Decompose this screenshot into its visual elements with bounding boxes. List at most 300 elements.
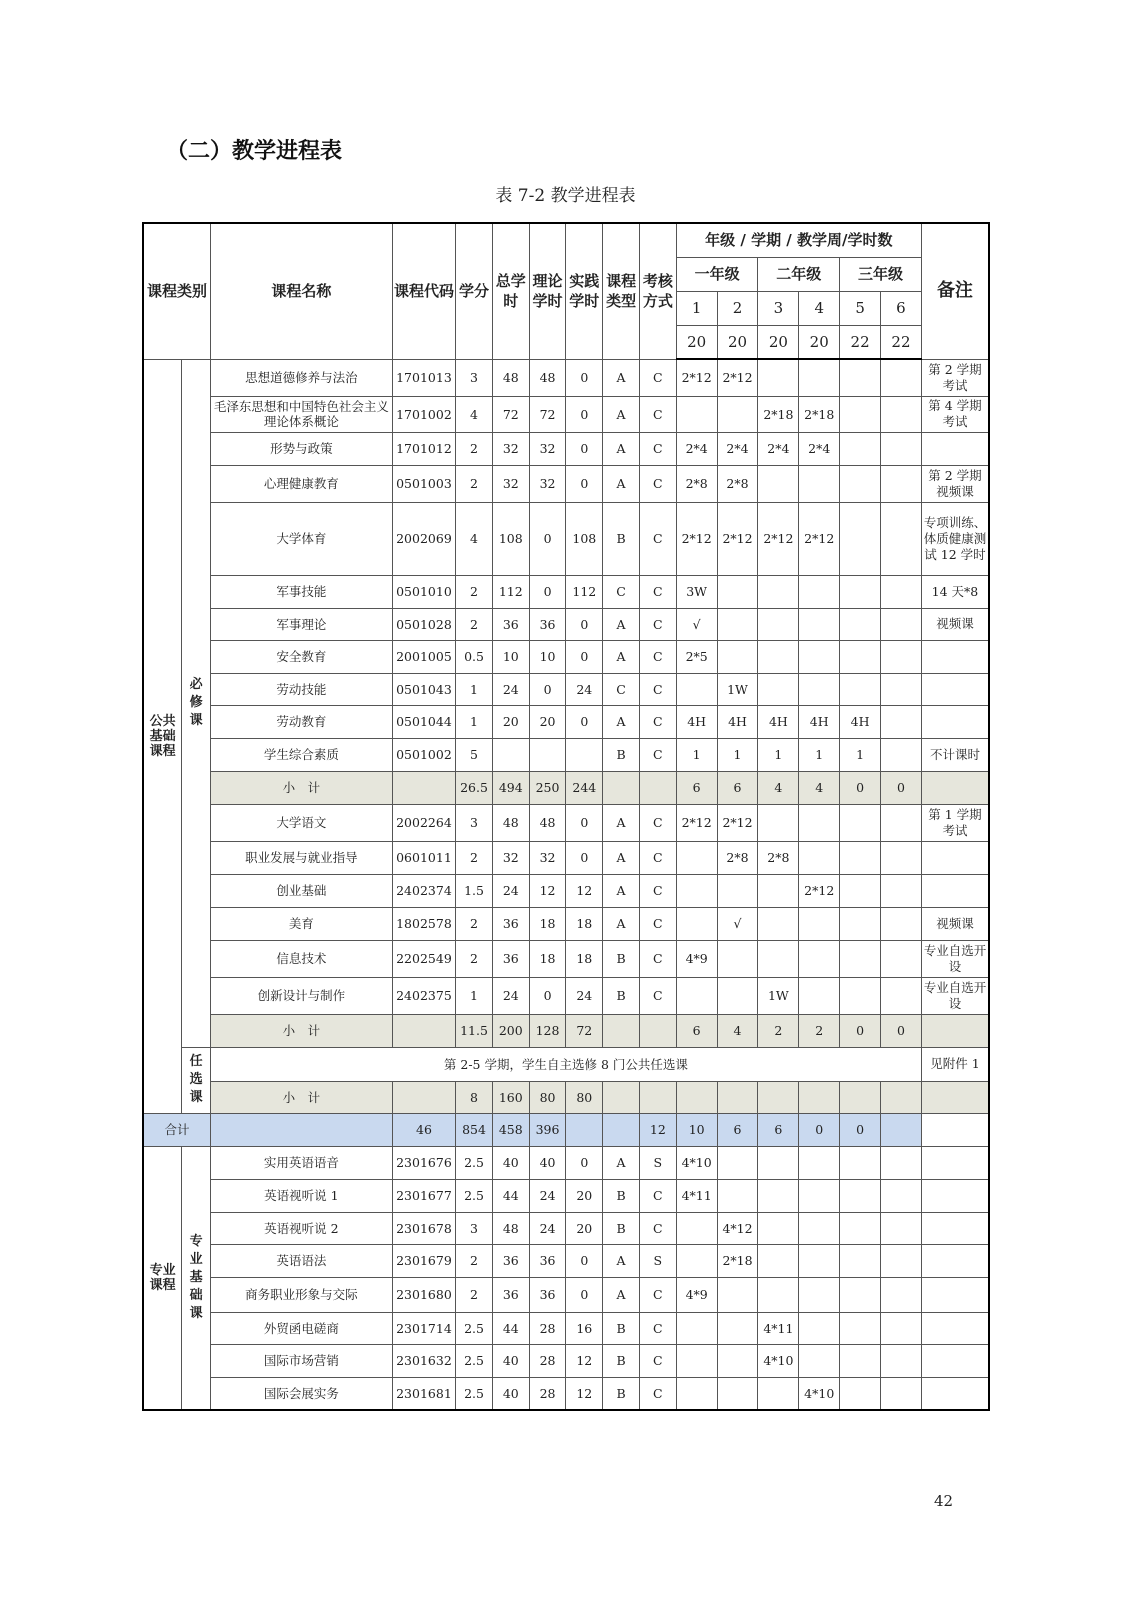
course-exam: C: [639, 1277, 676, 1312]
semester-hours: [840, 1212, 881, 1244]
course-type: B: [603, 1377, 640, 1410]
course-type: A: [603, 396, 640, 432]
semester-hours: 2*5: [676, 640, 717, 673]
semester-hours: [881, 1179, 922, 1212]
course-theory-hours: 24: [529, 1212, 566, 1244]
section-heading: （二）教学进程表: [166, 139, 343, 164]
course-total-hours: 36: [492, 608, 529, 640]
semester-hours: [799, 977, 840, 1014]
total-type-empty: [566, 1113, 603, 1146]
semester-hours: [881, 874, 922, 907]
header-theory-hours: 理论学时: [529, 223, 566, 359]
semester-hours: [881, 575, 922, 608]
total-practice-hours: 396: [529, 1113, 566, 1146]
course-name: 英语视听说 2: [210, 1212, 392, 1244]
semester-hours: 2*18: [717, 1244, 758, 1277]
course-name: 学生综合素质: [210, 738, 392, 771]
semester-hours: [758, 1212, 799, 1244]
semester-hours: 2*8: [676, 465, 717, 502]
semester-hours: [758, 1146, 799, 1179]
course-exam: C: [639, 432, 676, 465]
course-exam: C: [639, 940, 676, 977]
course-code: 2202549: [392, 940, 455, 977]
course-credit: 3: [456, 1212, 493, 1244]
header-semester: 4: [799, 291, 840, 325]
course-practice-hours: 108: [566, 502, 603, 575]
course-practice-hours: 20: [566, 1212, 603, 1244]
course-note: 视频课: [921, 907, 989, 940]
semester-hours: 2*4: [717, 432, 758, 465]
course-name: 劳动技能: [210, 673, 392, 705]
table-row: [143, 396, 989, 432]
header-weeks: 22: [840, 325, 881, 359]
course-note: [921, 640, 989, 673]
subtotal-semester: [799, 1081, 840, 1113]
course-type: C: [603, 575, 640, 608]
subtotal-note-empty: [921, 1081, 989, 1113]
course-theory-hours: 32: [529, 841, 566, 874]
course-exam: C: [639, 738, 676, 771]
semester-hours: [881, 396, 922, 432]
semester-hours: [799, 907, 840, 940]
elective-description: 第 2-5 学期，学生自主选修 8 门公共任选课: [210, 1047, 921, 1081]
course-note: [921, 1244, 989, 1277]
semester-hours: [881, 465, 922, 502]
semester-hours: [799, 575, 840, 608]
table-row: [143, 502, 989, 575]
course-credit: 4: [456, 502, 493, 575]
course-exam: C: [639, 874, 676, 907]
course-note: [921, 874, 989, 907]
course-code: 2002264: [392, 804, 455, 841]
semester-hours: 3W: [676, 575, 717, 608]
course-type: A: [603, 1244, 640, 1277]
course-theory-hours: 18: [529, 907, 566, 940]
semester-hours: [717, 640, 758, 673]
course-name: 军事技能: [210, 575, 392, 608]
semester-hours: [676, 1377, 717, 1410]
course-note: [921, 1377, 989, 1410]
course-practice-hours: 0: [566, 396, 603, 432]
course-total-hours: 36: [492, 1244, 529, 1277]
course-credit: 3: [456, 359, 493, 396]
semester-hours: [758, 874, 799, 907]
course-type: A: [603, 465, 640, 502]
total-note-empty: [881, 1113, 922, 1146]
subtotal-semester: 0: [881, 771, 922, 804]
semester-hours: [881, 1344, 922, 1377]
semester-hours: [758, 1377, 799, 1410]
category-major-text: 专业 课程: [149, 1262, 176, 1293]
course-practice-hours: 0: [566, 640, 603, 673]
header-semester: 3: [758, 291, 799, 325]
course-type: A: [603, 841, 640, 874]
subtotal-semester: [840, 1081, 881, 1113]
semester-hours: [799, 841, 840, 874]
course-practice-hours: 0: [566, 705, 603, 738]
course-practice-hours: 0: [566, 432, 603, 465]
semester-hours: [717, 1377, 758, 1410]
semester-hours: [840, 1277, 881, 1312]
course-code: 2301681: [392, 1377, 455, 1410]
semester-hours: [881, 1244, 922, 1277]
course-credit: 1.5: [456, 874, 493, 907]
course-type: C: [603, 673, 640, 705]
course-code: 2301678: [392, 1212, 455, 1244]
total-semester: 0: [799, 1113, 840, 1146]
course-theory-hours: 32: [529, 432, 566, 465]
semester-hours: 2*12: [717, 359, 758, 396]
semester-hours: [758, 1244, 799, 1277]
semester-hours: 4*12: [717, 1212, 758, 1244]
semester-hours: 4*9: [676, 940, 717, 977]
course-practice-hours: 112: [566, 575, 603, 608]
semester-hours: [758, 608, 799, 640]
subtotal-type-empty: [603, 1081, 640, 1113]
semester-hours: [840, 465, 881, 502]
semester-hours: [758, 804, 799, 841]
course-name: 美育: [210, 907, 392, 940]
subtotal-practice-hours: 244: [566, 771, 603, 804]
course-credit: 2.5: [456, 1377, 493, 1410]
semester-hours: 4H: [758, 705, 799, 738]
course-type: B: [603, 977, 640, 1014]
course-note: 专项训练、体质健康测试 12 学时: [921, 502, 989, 575]
course-note: [921, 1146, 989, 1179]
semester-hours: [840, 673, 881, 705]
course-practice-hours: 18: [566, 907, 603, 940]
subtotal-code-empty: [392, 1081, 455, 1113]
semester-hours: [799, 804, 840, 841]
semester-hours: [799, 1344, 840, 1377]
semester-hours: [717, 977, 758, 1014]
semester-hours: [881, 841, 922, 874]
course-exam: C: [639, 977, 676, 1014]
table-row: [143, 1146, 989, 1179]
course-theory-hours: 48: [529, 804, 566, 841]
semester-hours: [881, 1312, 922, 1344]
semester-hours: [799, 608, 840, 640]
table-row: [143, 940, 989, 977]
table-row: [143, 738, 989, 771]
subtotal-semester: 6: [676, 1014, 717, 1047]
elective-note: 见附件 1: [921, 1047, 989, 1081]
semester-hours: 1W: [717, 673, 758, 705]
semester-hours: 2*12: [717, 502, 758, 575]
course-code: 2301676: [392, 1146, 455, 1179]
course-total-hours: 24: [492, 874, 529, 907]
course-practice-hours: 20: [566, 1179, 603, 1212]
course-credit: 1: [456, 705, 493, 738]
table-body: [143, 359, 989, 1410]
semester-hours: 4H: [840, 705, 881, 738]
semester-hours: [676, 841, 717, 874]
header-weeks: 20: [799, 325, 840, 359]
category-major-basic-text: 专 业 基 础 课: [189, 1233, 203, 1321]
course-theory-hours: 72: [529, 396, 566, 432]
subtotal-exam-empty: [639, 771, 676, 804]
course-code: 2002069: [392, 502, 455, 575]
semester-hours: 4H: [717, 705, 758, 738]
table-row: [143, 575, 989, 608]
category-required-text: 必 修 课: [189, 677, 203, 728]
semester-hours: [840, 432, 881, 465]
semester-hours: [758, 1277, 799, 1312]
semester-hours: [840, 640, 881, 673]
course-theory-hours: 0: [529, 977, 566, 1014]
course-theory-hours: 10: [529, 640, 566, 673]
course-exam: C: [639, 841, 676, 874]
subtotal-semester: 0: [881, 1014, 922, 1047]
header-semester: 1: [676, 291, 717, 325]
total-theory-hours: 458: [492, 1113, 529, 1146]
semester-hours: [881, 359, 922, 396]
course-name: 创新设计与制作: [210, 977, 392, 1014]
semester-hours: [840, 608, 881, 640]
course-practice-hours: 0: [566, 841, 603, 874]
header-type: 课程类型: [603, 223, 640, 359]
course-theory-hours: [529, 738, 566, 771]
course-credit: 3: [456, 804, 493, 841]
course-note: [921, 673, 989, 705]
semester-hours: [717, 1312, 758, 1344]
course-theory-hours: 28: [529, 1312, 566, 1344]
semester-hours: 4*10: [799, 1377, 840, 1410]
total-semester: 6: [758, 1113, 799, 1146]
course-code: 2301632: [392, 1344, 455, 1377]
subtotal-semester: [758, 1081, 799, 1113]
course-theory-hours: 0: [529, 673, 566, 705]
course-code: 1802578: [392, 907, 455, 940]
table-caption: 表 7-2 教学进程表: [495, 186, 636, 206]
course-credit: 2: [456, 432, 493, 465]
course-type: A: [603, 907, 640, 940]
course-type: B: [603, 502, 640, 575]
course-total-hours: 48: [492, 804, 529, 841]
table-row: [143, 1212, 989, 1244]
course-exam: S: [639, 1146, 676, 1179]
header-code: 课程代码: [392, 223, 455, 359]
course-practice-hours: 0: [566, 608, 603, 640]
course-name: 安全教育: [210, 640, 392, 673]
semester-hours: 2*12: [676, 804, 717, 841]
course-code: 2402375: [392, 977, 455, 1014]
table-row: [143, 1344, 989, 1377]
course-practice-hours: 0: [566, 359, 603, 396]
course-credit: 1: [456, 673, 493, 705]
course-name: 毛泽东思想和中国特色社会主义理论体系概论: [210, 396, 392, 432]
course-name: 外贸函电磋商: [210, 1312, 392, 1344]
semester-hours: 2*4: [758, 432, 799, 465]
course-exam: C: [639, 608, 676, 640]
semester-hours: 4H: [676, 705, 717, 738]
semester-hours: [676, 396, 717, 432]
course-type: B: [603, 1344, 640, 1377]
subtotal-semester: 4: [758, 771, 799, 804]
semester-hours: [799, 1179, 840, 1212]
course-total-hours: 108: [492, 502, 529, 575]
course-code: 2301677: [392, 1179, 455, 1212]
table-row: [143, 1081, 989, 1113]
semester-hours: [799, 673, 840, 705]
course-name: 劳动教育: [210, 705, 392, 738]
course-theory-hours: 28: [529, 1344, 566, 1377]
semester-hours: 2*12: [799, 874, 840, 907]
semester-hours: [840, 1312, 881, 1344]
semester-hours: 2*8: [758, 841, 799, 874]
course-total-hours: 48: [492, 1212, 529, 1244]
page-number: 42: [934, 1492, 954, 1510]
semester-hours: 1: [799, 738, 840, 771]
semester-hours: [840, 977, 881, 1014]
semester-hours: [881, 907, 922, 940]
semester-hours: [881, 432, 922, 465]
course-type: A: [603, 1277, 640, 1312]
semester-hours: [717, 940, 758, 977]
subtotal-semester: 4: [799, 771, 840, 804]
course-credit: 2.5: [456, 1344, 493, 1377]
header-practice-hours: 实践学时: [566, 223, 603, 359]
course-name: 国际会展实务: [210, 1377, 392, 1410]
course-code: 0501044: [392, 705, 455, 738]
course-theory-hours: 48: [529, 359, 566, 396]
course-practice-hours: 0: [566, 1244, 603, 1277]
semester-hours: [676, 907, 717, 940]
semester-hours: 1: [840, 738, 881, 771]
semester-hours: [840, 1377, 881, 1410]
table-row: [143, 804, 989, 841]
subtotal-theory-hours: 80: [529, 1081, 566, 1113]
semester-hours: 1: [676, 738, 717, 771]
semester-hours: [881, 738, 922, 771]
course-total-hours: 36: [492, 907, 529, 940]
header-semester: 2: [717, 291, 758, 325]
course-exam: C: [639, 1344, 676, 1377]
course-type: A: [603, 1146, 640, 1179]
subtotal-exam-empty: [639, 1014, 676, 1047]
header-note: 备注: [921, 223, 989, 359]
course-code: 1701002: [392, 396, 455, 432]
table-row: [143, 1014, 989, 1047]
subtotal-semester: 0: [840, 771, 881, 804]
course-practice-hours: 12: [566, 1344, 603, 1377]
semester-hours: √: [676, 608, 717, 640]
semester-hours: [799, 1146, 840, 1179]
semester-hours: 1W: [758, 977, 799, 1014]
course-practice-hours: 0: [566, 1146, 603, 1179]
course-theory-hours: 36: [529, 1277, 566, 1312]
subtotal-total-hours: 200: [492, 1014, 529, 1047]
course-practice-hours: 0: [566, 465, 603, 502]
course-theory-hours: 32: [529, 465, 566, 502]
semester-hours: [881, 977, 922, 1014]
semester-hours: [717, 1146, 758, 1179]
category-required: [182, 359, 211, 1047]
course-note: [921, 841, 989, 874]
course-code: 2402374: [392, 874, 455, 907]
semester-hours: [840, 575, 881, 608]
course-exam: C: [639, 705, 676, 738]
course-type: B: [603, 1179, 640, 1212]
course-exam: C: [639, 465, 676, 502]
table-row: [143, 432, 989, 465]
course-exam: C: [639, 575, 676, 608]
header-schedule: 年级 / 学期 / 教学周/学时数: [676, 223, 921, 257]
total-semester: 0: [840, 1113, 881, 1146]
semester-hours: [758, 940, 799, 977]
course-theory-hours: 36: [529, 608, 566, 640]
category-major-basic: [182, 1146, 211, 1410]
course-note: 专业自选开设: [921, 940, 989, 977]
course-credit: 2.5: [456, 1179, 493, 1212]
semester-hours: [840, 396, 881, 432]
course-credit: 4: [456, 396, 493, 432]
semester-hours: 4*11: [676, 1179, 717, 1212]
semester-hours: [717, 1277, 758, 1312]
semester-hours: [881, 1212, 922, 1244]
course-total-hours: 36: [492, 1277, 529, 1312]
header-semester: 5: [840, 291, 881, 325]
course-note: 视频课: [921, 608, 989, 640]
semester-hours: [840, 804, 881, 841]
course-practice-hours: [566, 738, 603, 771]
semester-hours: [881, 1146, 922, 1179]
semester-hours: [758, 640, 799, 673]
semester-hours: [840, 1244, 881, 1277]
semester-hours: [840, 940, 881, 977]
subtotal-theory-hours: 250: [529, 771, 566, 804]
course-credit: 2: [456, 575, 493, 608]
course-code: 2001005: [392, 640, 455, 673]
header-year-1: 一年级: [676, 257, 758, 291]
semester-hours: 2*12: [758, 502, 799, 575]
course-exam: C: [639, 1179, 676, 1212]
course-type: A: [603, 608, 640, 640]
course-total-hours: 36: [492, 940, 529, 977]
course-credit: 1: [456, 977, 493, 1014]
semester-hours: [717, 1179, 758, 1212]
semester-hours: [881, 1277, 922, 1312]
course-practice-hours: 12: [566, 1377, 603, 1410]
course-name: 思想道德修养与法治: [210, 359, 392, 396]
semester-hours: [881, 1377, 922, 1410]
subtotal-code-empty: [392, 771, 455, 804]
course-code: 0601011: [392, 841, 455, 874]
course-code: 0501010: [392, 575, 455, 608]
header-weeks: 20: [758, 325, 799, 359]
semester-hours: [676, 673, 717, 705]
course-total-hours: 40: [492, 1377, 529, 1410]
category-elective: [182, 1047, 211, 1113]
course-total-hours: 24: [492, 673, 529, 705]
course-credit: 2: [456, 465, 493, 502]
semester-hours: [881, 940, 922, 977]
course-total-hours: 32: [492, 465, 529, 502]
table-row: [143, 977, 989, 1014]
semester-hours: 2*8: [717, 465, 758, 502]
table-row: [143, 673, 989, 705]
subtotal-total-hours: 494: [492, 771, 529, 804]
course-total-hours: 40: [492, 1344, 529, 1377]
course-type: B: [603, 738, 640, 771]
total-semester: 10: [676, 1113, 717, 1146]
subtotal-semester: 6: [717, 771, 758, 804]
table-row: [143, 1244, 989, 1277]
semester-hours: [799, 640, 840, 673]
category-elective-text: 任 选 课: [189, 1054, 203, 1105]
subtotal-credit: 11.5: [456, 1014, 493, 1047]
table-row: [143, 1277, 989, 1312]
